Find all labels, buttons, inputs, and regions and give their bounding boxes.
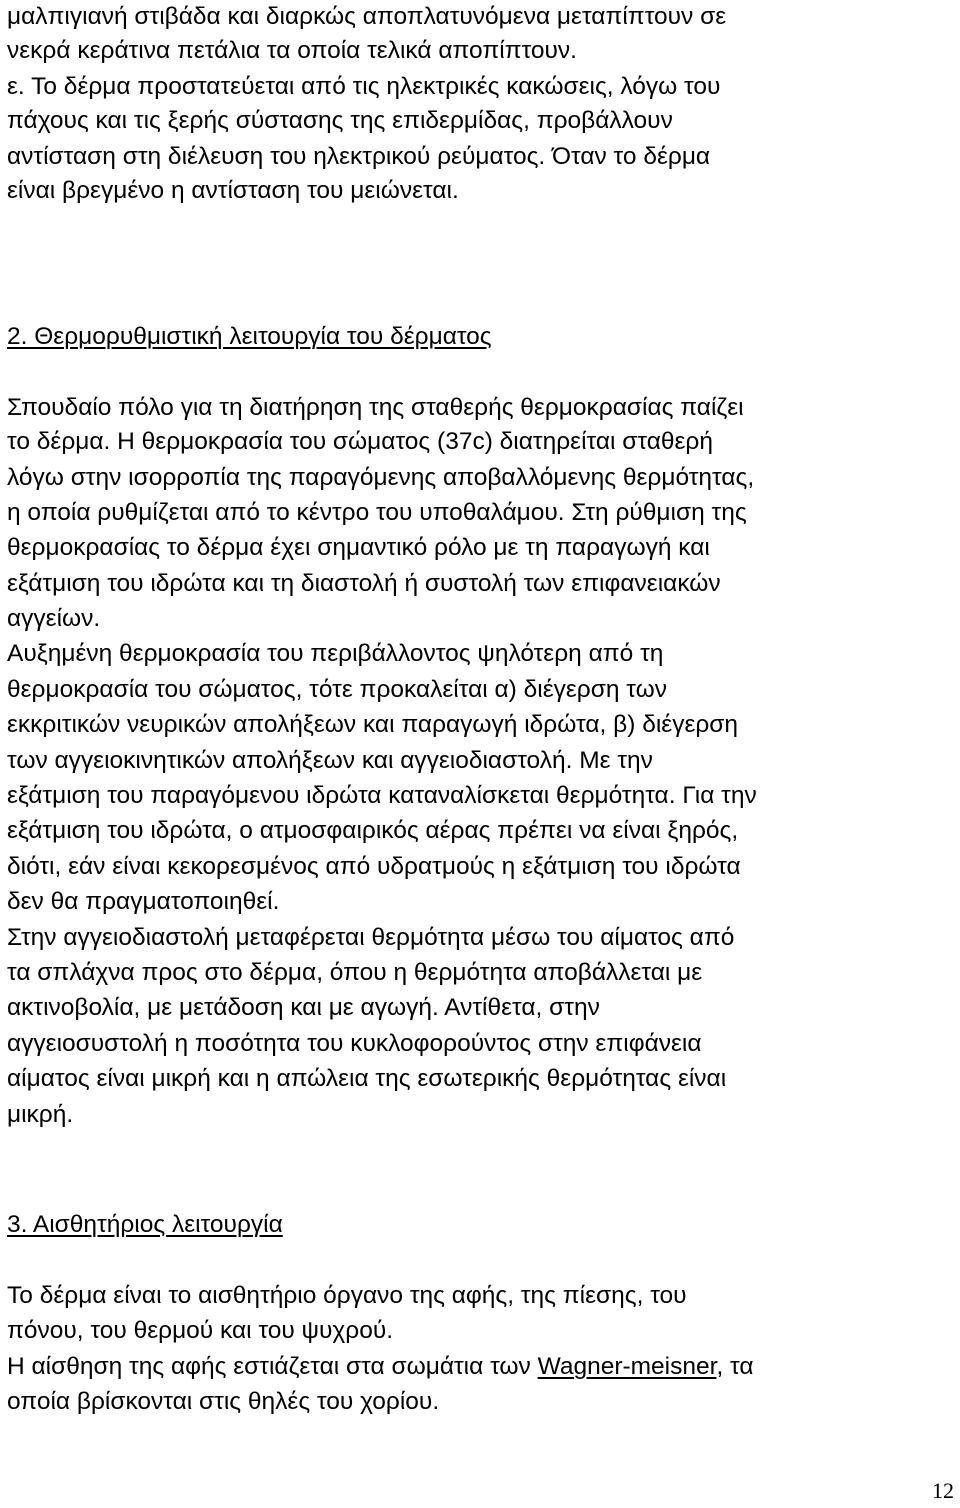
text-line: πόνου, του θερμού και του ψυχρού.: [7, 1317, 394, 1344]
text-line: μικρή.: [7, 1101, 74, 1128]
text-line: εξάτμιση του παραγόμενου ιδρώτα καταναλίσκεται θερμότητα. Για την: [7, 782, 757, 809]
text-line: ε. Το δέρμα προστατεύεται από τις ηλεκτρικές κακώσεις, λόγω του: [7, 73, 721, 100]
text-span: Η αίσθηση της αφής εστιάζεται στα σωμάτια των: [7, 1353, 538, 1380]
text-line: θερμοκρασία του σώματος, τότε προκαλείται α) διέγερση των: [7, 676, 667, 703]
text-line: αγγείων.: [7, 605, 101, 632]
text-line: [7, 1350, 754, 1384]
text-line: εξάτμιση του ιδρώτα και τη διαστολή ή συστολή των επιφανειακών: [7, 570, 721, 597]
text-line: το δέρμα. Η θερμοκρασία του σώματος (37c) διατηρείται σταθερή: [7, 428, 713, 455]
text-line: Σπουδαίο πόλο για τη διατήρηση της σταθερής θερμοκρασίας παίζει: [7, 394, 744, 421]
text-line: διότι, εάν είναι κεκορεσμένος από υδρατμούς η εξάτμιση του ιδρώτα: [7, 853, 741, 880]
text-line: τα σπλάχνα προς στο δέρμα, όπου η θερμότητα αποβάλλεται με: [7, 959, 703, 986]
text-line: των αγγειοκινητικών απολήξεων και αγγειοδιαστολή. Με την: [7, 747, 653, 774]
text-line: αίματος είναι μικρή και η απώλεια της εσωτερικής θερμότητας είναι: [7, 1065, 727, 1092]
text-line: μαλπιγιανή στιβάδα και διαρκώς αποπλατυνόμενα μεταπίπτουν σε: [7, 3, 727, 30]
wagner-meisner-term: Wagner-meisner: [537, 1353, 717, 1380]
section-heading-thermoregulation: 2. Θερμορυθμιστική λειτουργία του δέρματος: [7, 323, 492, 350]
text-line: είναι βρεγμένο η αντίσταση του μειώνεται.: [7, 177, 459, 204]
text-line: αντίσταση στη διέλευση του ηλεκτρικού ρεύματος. Όταν το δέρμα: [7, 143, 711, 170]
text-line: πάχους και τις ξερής σύστασης της επιδερμίδας, προβάλλουν: [7, 107, 673, 134]
text-line: ακτινοβολία, με μετάδοση και με αγωγή. Αντίθετα, στην: [7, 994, 600, 1021]
text-line: οποία βρίσκονται στις θηλές του χορίου.: [7, 1388, 440, 1415]
text-line: η οποία ρυθμίζεται από το κέντρο του υποθαλάμου. Στη ρύθμιση της: [7, 499, 747, 526]
text-line: αγγειοσυστολή η ποσότητα του κυκλοφορούντος στην επιφάνεια: [7, 1030, 702, 1057]
text-line: Το δέρμα είναι το αισθητήριο όργανο της αφής, της πίεσης, του: [7, 1282, 687, 1309]
text-line: εξάτμιση του ιδρώτα, ο ατμοσφαιρικός αέρας πρέπει να είναι ξηρός,: [7, 817, 739, 844]
text-line: δεν θα πραγματοποιηθεί.: [7, 888, 280, 915]
page-number: 12: [932, 1478, 954, 1503]
section-heading-sensory: 3. Αισθητήριος λειτουργία: [7, 1211, 283, 1238]
text-line: Αυξημένη θερμοκρασία του περιβάλλοντος ψηλότερη από τη: [7, 640, 664, 667]
text-line: Στην αγγειοδιαστολή μεταφέρεται θερμότητα μέσω του αίματος από: [7, 924, 735, 951]
text-line: λόγω στην ισορροπία της παραγόμενης αποβαλλόμενης θερμότητας,: [7, 464, 755, 491]
text-span: , τα: [716, 1353, 754, 1380]
text-line: νεκρά κεράτινα πετάλια τα οποία τελικά αποπίπτουν.: [7, 37, 577, 64]
text-line: θερμοκρασίας το δέρμα έχει σημαντικό ρόλο με τη παραγωγή και: [7, 534, 710, 561]
text-line: εκκριτικών νευρικών απολήξεων και παραγωγή ιδρώτα, β) διέγερση: [7, 711, 739, 738]
